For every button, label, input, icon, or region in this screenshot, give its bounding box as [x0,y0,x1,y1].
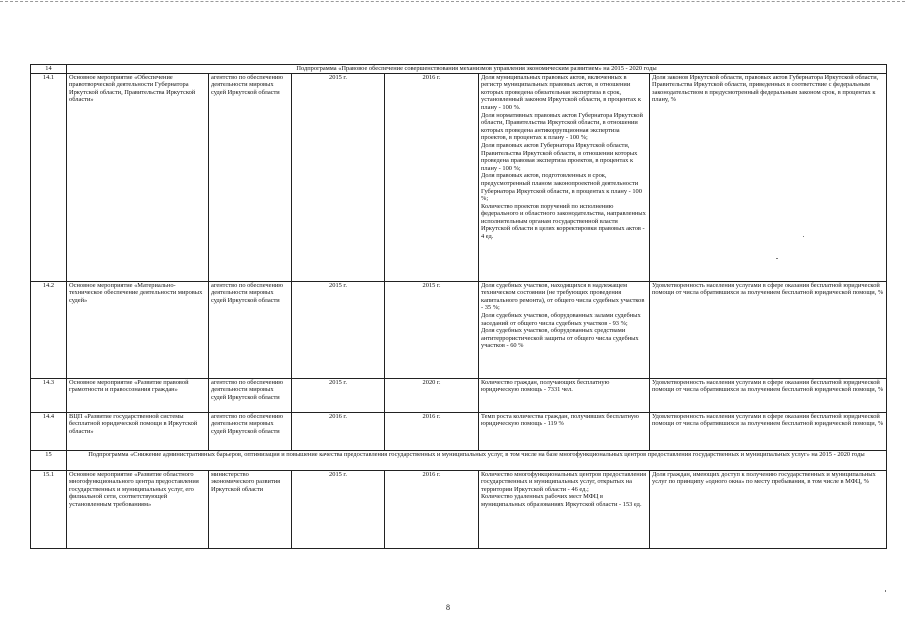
row-number: 14 [31,65,67,74]
indicator-text: Количество проектов поручений по исполнению федерального и областного законодательства, направленных исполнительным органам государственной власти Иркутской области в целях корректировки правовых актов - 4 ед. [481,202,646,241]
end-year: 2016 г. [385,73,479,281]
indicator-text: Доля нормативных правовых актов Губернатора Иркутской области, Правительства Иркутской области, в отношении которых проведена антикоррупционная экспертиза проектов, в процентах к плану - 100 %; [481,111,643,142]
row-number: 15.1 [31,470,67,548]
indicator-text: Количество удаленных рабочих мест МФЦ в муниципальных образованиях Иркутской области - 153 ед. [481,493,642,508]
executor: министерство экономического развития Иркутской области [209,470,292,548]
target-indicator: Удовлетворенность населения услугами в сфере оказания бесплатной юридической помощи от числа обратившихся за получением бесплатной юридической помощи, % [650,281,887,378]
start-year: 2015 г. [292,470,385,548]
subprogram-title: Подпрограмма «Правовое обеспечение совершенствования механизмов управления экономическим развитием» на 2015 - 2020 годы [67,65,887,74]
section-row [31,65,887,74]
target-indicator: Доля законов Иркутской области, правовых актов Губернатора Иркутской области, Правительства Иркутской области, приведенных в соответствие с федеральным законодательством в предусмотренный федеральным законом срок, в процентах к плану, % [650,73,887,281]
indicator-text: Доля судебных участков, находящихся в надлежащем техническом состоянии (не требующих проведения капитального ремонта), от общего числа судебных участков - 35 %; [481,281,645,312]
scan-speck [885,590,886,592]
measure-name: Основное мероприятие «Развитие областного многофункционального центра предоставления государственных и муниципальных услуг, его филиальной сети, соответствующей установленным требованиям» [67,470,209,548]
row-number: 14.1 [31,73,67,281]
end-year: 2016 г. [385,412,479,450]
executor: агентство по обеспечению деятельности мировых судей Иркутской области [209,281,292,378]
row-number: 14.3 [31,378,67,412]
table-row [31,73,887,281]
measure-name: Основное мероприятие «Материально-техническое обеспечение деятельности мировых судей» [67,281,209,378]
indicator-text: Доля муниципальных правовых актов, включенных в регистр муниципальных правовых актов, в отношении которых проведена обязательная экспертиза в срок, установленный законом Иркутской области, в процентах к плану - 100 %. [481,73,641,111]
target-indicator: Удовлетворенность населения услугами в сфере оказания бесплатной юридической помощи от числа обратившихся за получением бесплатной юридической помощи, % [650,378,887,412]
table-row [31,470,887,548]
row-number: 14.4 [31,412,67,450]
indicators-cell [479,470,650,548]
table-body [31,65,887,549]
measure-name: Основное мероприятие «Обеспечение правотворческой деятельности Губернатора Иркутской области, Правительства Иркутской области» [67,73,209,281]
indicators-cell [479,73,650,281]
page-number: 8 [446,603,450,612]
indicator-text: Доля судебных участков, оборудованных средствами антитеррористической защиты от общего числа судебных участков - 60 % [481,327,639,350]
end-year: 2020 г. [385,378,479,412]
indicator-text: Количество граждан, получающих бесплатную юридическую помощь - 7331 чел. [481,378,610,394]
start-year: 2016 г. [292,412,385,450]
table-row [31,412,887,450]
start-year: 2015 г. [292,378,385,412]
row-number: 14.2 [31,281,67,378]
indicator-text: Количество многофункциональных центров предоставления государственных и муниципальных услуг, открытых на территории Иркутской области - 46 ед.; [481,470,647,493]
row-number: 15 [31,450,67,470]
measure-name: ВЦП «Развитие государственной системы бесплатной юридической помощи в Иркутской области» [67,412,209,450]
program-measures-table [30,64,887,549]
measure-name: Основное мероприятие «Развитие правовой грамотности и правосознания граждан» [67,378,209,412]
executor: агентство по обеспечению деятельности мировых судей Иркутской области [209,412,292,450]
indicator-text: Доля судебных участков, оборудованных залами судебных заседаний от общего числа судебных участков - 93 %; [481,311,641,327]
scan-speck [803,236,804,237]
scan-edge-line [0,1,905,2]
indicator-text: Темп роста количества граждан, получивших бесплатную юридическую помощь - 119 % [481,412,639,428]
table-row [31,378,887,412]
target-indicator: Удовлетворенность населения услугами в сфере оказания бесплатной юридической помощи от числа обратившихся за получением бесплатной юридической помощи, % [650,412,887,450]
indicators-cell [479,412,650,450]
start-year: 2015 г. [292,281,385,378]
executor: агентство по обеспечению деятельности мировых судей Иркутской области [209,73,292,281]
start-year: 2015 г. [292,73,385,281]
end-year: 2016 г. [385,470,479,548]
indicators-cell [479,378,650,412]
indicator-text: Доля правовых актов Губернатора Иркутской области, Правительства Иркутской области, в отношении которых проведена правовая экспертиза проектов, в процентах к плану - 100 %; [481,141,638,172]
section-row [31,450,887,470]
target-indicator: Доля граждан, имеющих доступ к получению государственных и муниципальных услуг по принципу «одного окна» по месту пребывания, в том числе в МФЦ, % [650,470,887,548]
indicator-text: Доля правовых актов, подготовленных в срок, предусмотренный планом законопроектной деятельности Губернатора Иркутской области, в процентах к плану - 100 %; [481,172,642,203]
scan-speck [776,258,778,259]
end-year: 2015 г. [385,281,479,378]
subprogram-title: Подпрограмма «Снижение административных барьеров, оптимизация и повышение качества предоставления государственных и муниципальных услуг, в том числе на базе многофункциональных центров предоставления государственных и муниципальных услуг» на 2015 - 2020 годы [67,450,887,470]
indicators-cell [479,281,650,378]
table-row [31,281,887,378]
executor: агентство по обеспечению деятельности мировых судей Иркутской области [209,378,292,412]
